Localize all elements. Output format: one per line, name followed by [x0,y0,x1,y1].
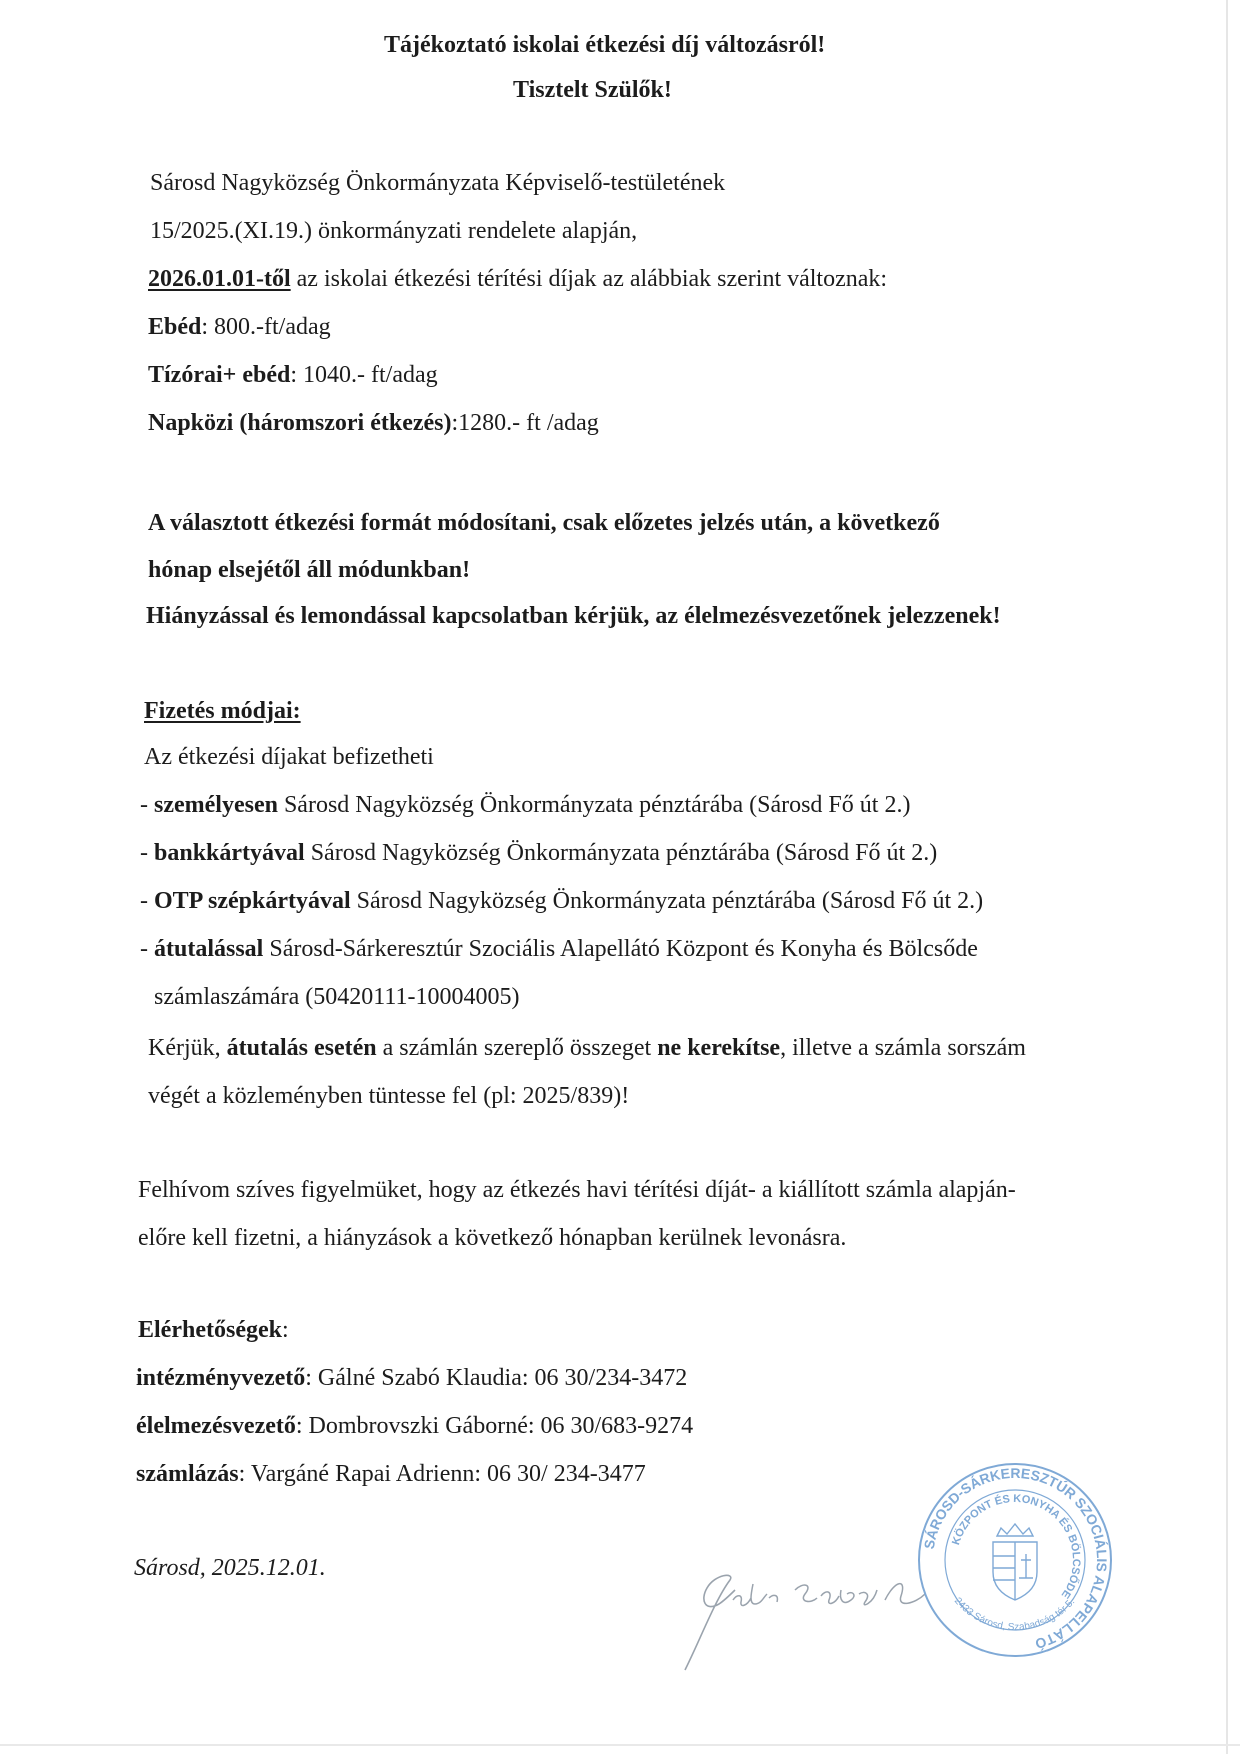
intro-line-2: 15/2025.(XI.19.) önkormányzati rendelete alapján, [150,218,638,244]
contact-role: élelmezésvezető [136,1413,296,1439]
method-detail: Sárosd Nagyközség Önkormányzata pénztárába (Sárosd Fő út 2.) [277,792,911,818]
price-label: Napközi (háromszori étkezés) [148,410,452,436]
contact-role: számlázás [136,1461,239,1487]
handwritten-signature [645,1560,945,1680]
method-name: OTP szépkártyával [154,888,351,914]
method-detail: Sárosd-Sárkeresztúr Szociális Alapellátó Központ és Konyha és Bölcsőde [263,936,978,962]
payment-heading: Fizetés módjai: [144,698,301,724]
stamp-outer-text: SÁROSD-SÁRKERESZTÚR SZOCIÁLIS ALAPELLÁTÓ [920,1464,1111,1653]
intro-line-1: Sárosd Nagyközség Önkormányzata Képviselő-testületének [150,170,726,196]
place-and-date: Sárosd, 2025.12.01. [134,1555,326,1581]
payment-method [140,790,910,820]
stamp-bottom-text: 2433 Sárosd, Szabadság tér 5. [951,1595,1078,1634]
request-text: Kérjük, [148,1035,227,1061]
stamp-inner-text: KÖZPONT ÉS KONYHA ÉS BÖLCSŐDE [950,1492,1083,1601]
payment-request-line-2: végét a közleményben tüntesse fel (pl: 2025/839)! [148,1083,630,1109]
method-name: személyesen [154,792,278,818]
effective-date: 2026.01.01-től [148,266,291,292]
contact-detail: : Vargáné Rapai Adrienn: 06 30/ 234-3477 [238,1461,646,1487]
request-text: , illetve a számla sorszám [780,1035,1026,1061]
payment-request-line-1 [148,1033,1026,1063]
contacts-heading-colon: : [281,1317,289,1343]
method-prefix: - [140,840,154,866]
price-label: Tízórai+ ebéd [148,362,291,388]
method-prefix: - [140,888,154,914]
method-name: bankkártyával [154,840,305,866]
price-row [148,360,438,390]
price-value: :1280.- ft /adag [451,410,599,436]
method-name: átutalással [154,936,264,962]
contact-role: intézményvezető [136,1365,306,1391]
coat-of-arms-icon [993,1524,1037,1600]
contact-detail: : Dombrovszki Gáborné: 06 30/683-9274 [295,1413,694,1439]
account-number-line: számlaszámára (50420111-10004005) [154,984,520,1010]
notice-line-2: hónap elsejétől áll módunkban! [148,557,471,583]
method-detail: Sárosd Nagyközség Önkormányzata pénztárába (Sárosd Fő út 2.) [304,840,938,866]
request-emphasis: átutalás esetén [226,1035,377,1061]
greeting: Tisztelt Szülők! [513,77,672,103]
request-text: a számlán szereplő összeget [376,1035,658,1061]
price-value: : 1040.- ft/adag [290,362,438,388]
method-prefix: - [140,936,154,962]
official-stamp [915,1460,1115,1660]
contact-item [136,1363,687,1393]
contact-item [136,1411,693,1441]
request-emphasis: ne kerekítse [657,1035,781,1061]
method-prefix: - [140,792,154,818]
document-title: Tájékoztató iskolai étkezési díj változásról! [384,32,826,58]
price-row [148,312,331,342]
contacts-heading [138,1315,289,1345]
price-row [148,408,599,438]
intro-line-3-text: az iskolai étkezési térítési díjak az alábbiak szerint változnak: [290,266,888,292]
contact-item [136,1459,646,1489]
contact-detail: : Gálné Szabó Klaudia: 06 30/234-3472 [305,1365,688,1391]
price-value: : 800.-ft/adag [201,314,331,340]
payment-method [140,934,978,964]
signature-text: Gálné Szabó K. [645,1560,652,1561]
page-edge-bottom [0,1744,1240,1746]
notice-line-3: Hiányzással és lemondással kapcsolatban kérjük, az élelmezésvezetőnek jelezzenek! [146,603,1001,629]
method-detail: Sárosd Nagyközség Önkormányzata pénztárába (Sárosd Fő út 2.) [350,888,984,914]
attention-line-2: előre kell fizetni, a hiányzások a következő hónapban kerülnek levonásra. [138,1225,847,1251]
contacts-heading-text: Elérhetőségek [138,1317,282,1343]
price-label: Ebéd [148,314,202,340]
payment-method [140,838,937,868]
payment-method [140,886,983,916]
intro-line-3 [148,264,887,294]
page-edge-right [1226,0,1228,1754]
payment-intro: Az étkezési díjakat befizetheti [144,744,434,770]
notice-line-1: A választott étkezési formát módosítani, csak előzetes jelzés után, a következő [148,510,940,536]
attention-line-1: Felhívom szíves figyelmüket, hogy az étkezés havi térítési díját- a kiállított számla alapján- [138,1177,1016,1203]
